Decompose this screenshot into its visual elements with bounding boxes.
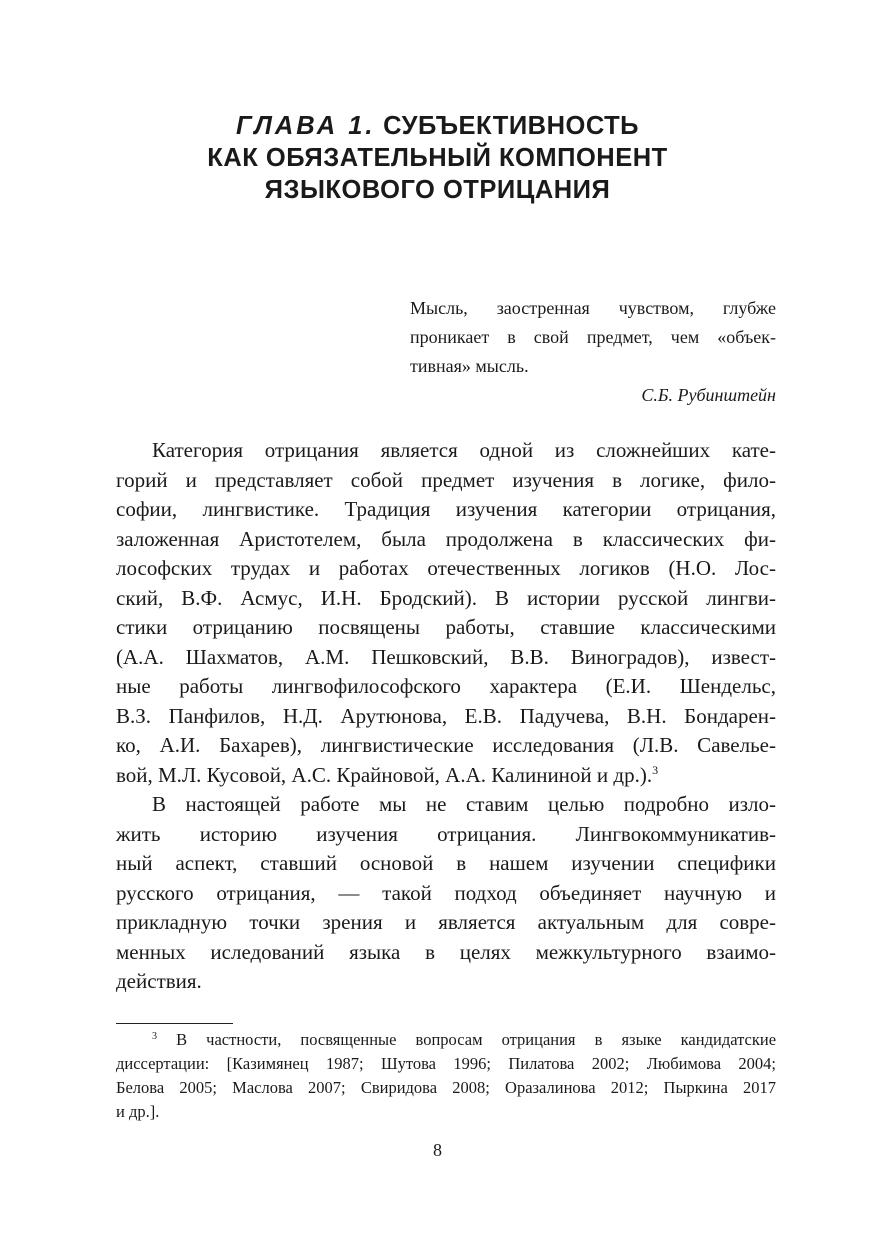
paragraph-2-line: ный аспект, ставший основой в нашем изучении специфики bbox=[116, 851, 776, 875]
epigraph bbox=[410, 294, 776, 410]
chapter-title-line-2: КАК ОБЯЗАТЕЛЬНЫЙ КОМПОНЕНТ bbox=[207, 144, 668, 172]
paragraph-1-line: стики отрицанию посвящены работы, ставшие классическими bbox=[116, 615, 776, 639]
footnote-line: Белова 2005; Маслова 2007; Свиридова 2008; Оразалинова 2012; Пыркина 2017 bbox=[116, 1078, 776, 1097]
chapter-title-line-1 bbox=[0, 110, 875, 142]
paragraph-1-line: ные работы лингвофилософского характера (Е.И. Шендельс, bbox=[116, 674, 776, 698]
paragraph-1-line: ко, А.И. Бахарев), лингвистические исследования (Л.В. Савелье- bbox=[116, 733, 776, 757]
paragraph-1-line: горий и представляет собой предмет изучения в логике, фило- bbox=[116, 467, 776, 492]
chapter-label: ГЛАВА 1. bbox=[236, 112, 376, 140]
paragraph-2-line: жить историю изучения отрицания. Лингвокоммуникатив- bbox=[116, 821, 776, 846]
paragraph-1-line: Категория отрицания является одной из сложнейших кате- bbox=[152, 438, 776, 462]
body-text bbox=[116, 436, 776, 997]
epigraph-line: Мысль, заостренная чувством, глубже bbox=[410, 298, 776, 318]
footnote-line-text: В частности, посвященные вопросам отрицания в языке кандидатские bbox=[176, 1030, 777, 1049]
paragraph-1-line: заложенная Аристотелем, была продолжена в классических фи- bbox=[116, 526, 776, 551]
chapter-title bbox=[0, 110, 875, 206]
epigraph-line: тивная» мысль. bbox=[410, 356, 529, 376]
paragraph-2-line: В настоящей работе мы не ставим целью подробно изло- bbox=[152, 792, 776, 816]
footnote-number: 3 bbox=[152, 1031, 157, 1042]
footnote-divider bbox=[116, 1023, 233, 1024]
footnote-reference[interactable]: 3 bbox=[652, 762, 659, 777]
paragraph-2-line: менных иследований языка в целях межкультурного взаимо- bbox=[116, 939, 776, 964]
paragraph-1-line: (А.А. Шахматов, А.М. Пешковский, В.В. Виноградов), извест- bbox=[116, 644, 776, 669]
epigraph-line: проникает в свой предмет, чем «объек- bbox=[410, 327, 776, 347]
footnote-line: и др.]. bbox=[116, 1102, 160, 1121]
chapter-title-text: СУБЪЕКТИВНОСТЬ bbox=[383, 112, 639, 140]
page-number: 8 bbox=[433, 1140, 442, 1160]
paragraph-2-line: действия. bbox=[116, 969, 202, 993]
paragraph-1-line: лософских трудах и работах отечественных логиков (Н.О. Лос- bbox=[116, 556, 776, 580]
epigraph-author: С.Б. Рубинштейн bbox=[641, 385, 776, 405]
chapter-title-line-3: ЯЗЫКОВОГО ОТРИЦАНИЯ bbox=[264, 176, 611, 204]
footnote-first-line bbox=[116, 1028, 776, 1052]
paragraph-1-last-line bbox=[116, 761, 776, 791]
paragraph-2-line: прикладную точки зрения и является актуальным для совре- bbox=[116, 910, 776, 934]
paragraph-1-line: ский, В.Ф. Асмус, И.Н. Бродский). В истории русской лингви- bbox=[116, 585, 776, 610]
paragraph-1-line-text: вой, М.Л. Кусовой, А.С. Крайновой, А.А. Калининой и др.). bbox=[116, 762, 653, 787]
footnote-line: диссертации: [Казимянец 1987; Шутова 1996; Пилатова 2002; Любимова 2004; bbox=[116, 1054, 776, 1073]
paragraph-1-line: В.З. Панфилов, Н.Д. Арутюнова, Е.В. Падучева, В.Н. Бондарен- bbox=[116, 703, 776, 728]
paragraph-1-line: софии, лингвистике. Традиция изучения категории отрицания, bbox=[116, 497, 776, 521]
paragraph-2-line: русского отрицания, — такой подход объединяет научную и bbox=[116, 880, 776, 905]
footnote bbox=[116, 1028, 776, 1124]
